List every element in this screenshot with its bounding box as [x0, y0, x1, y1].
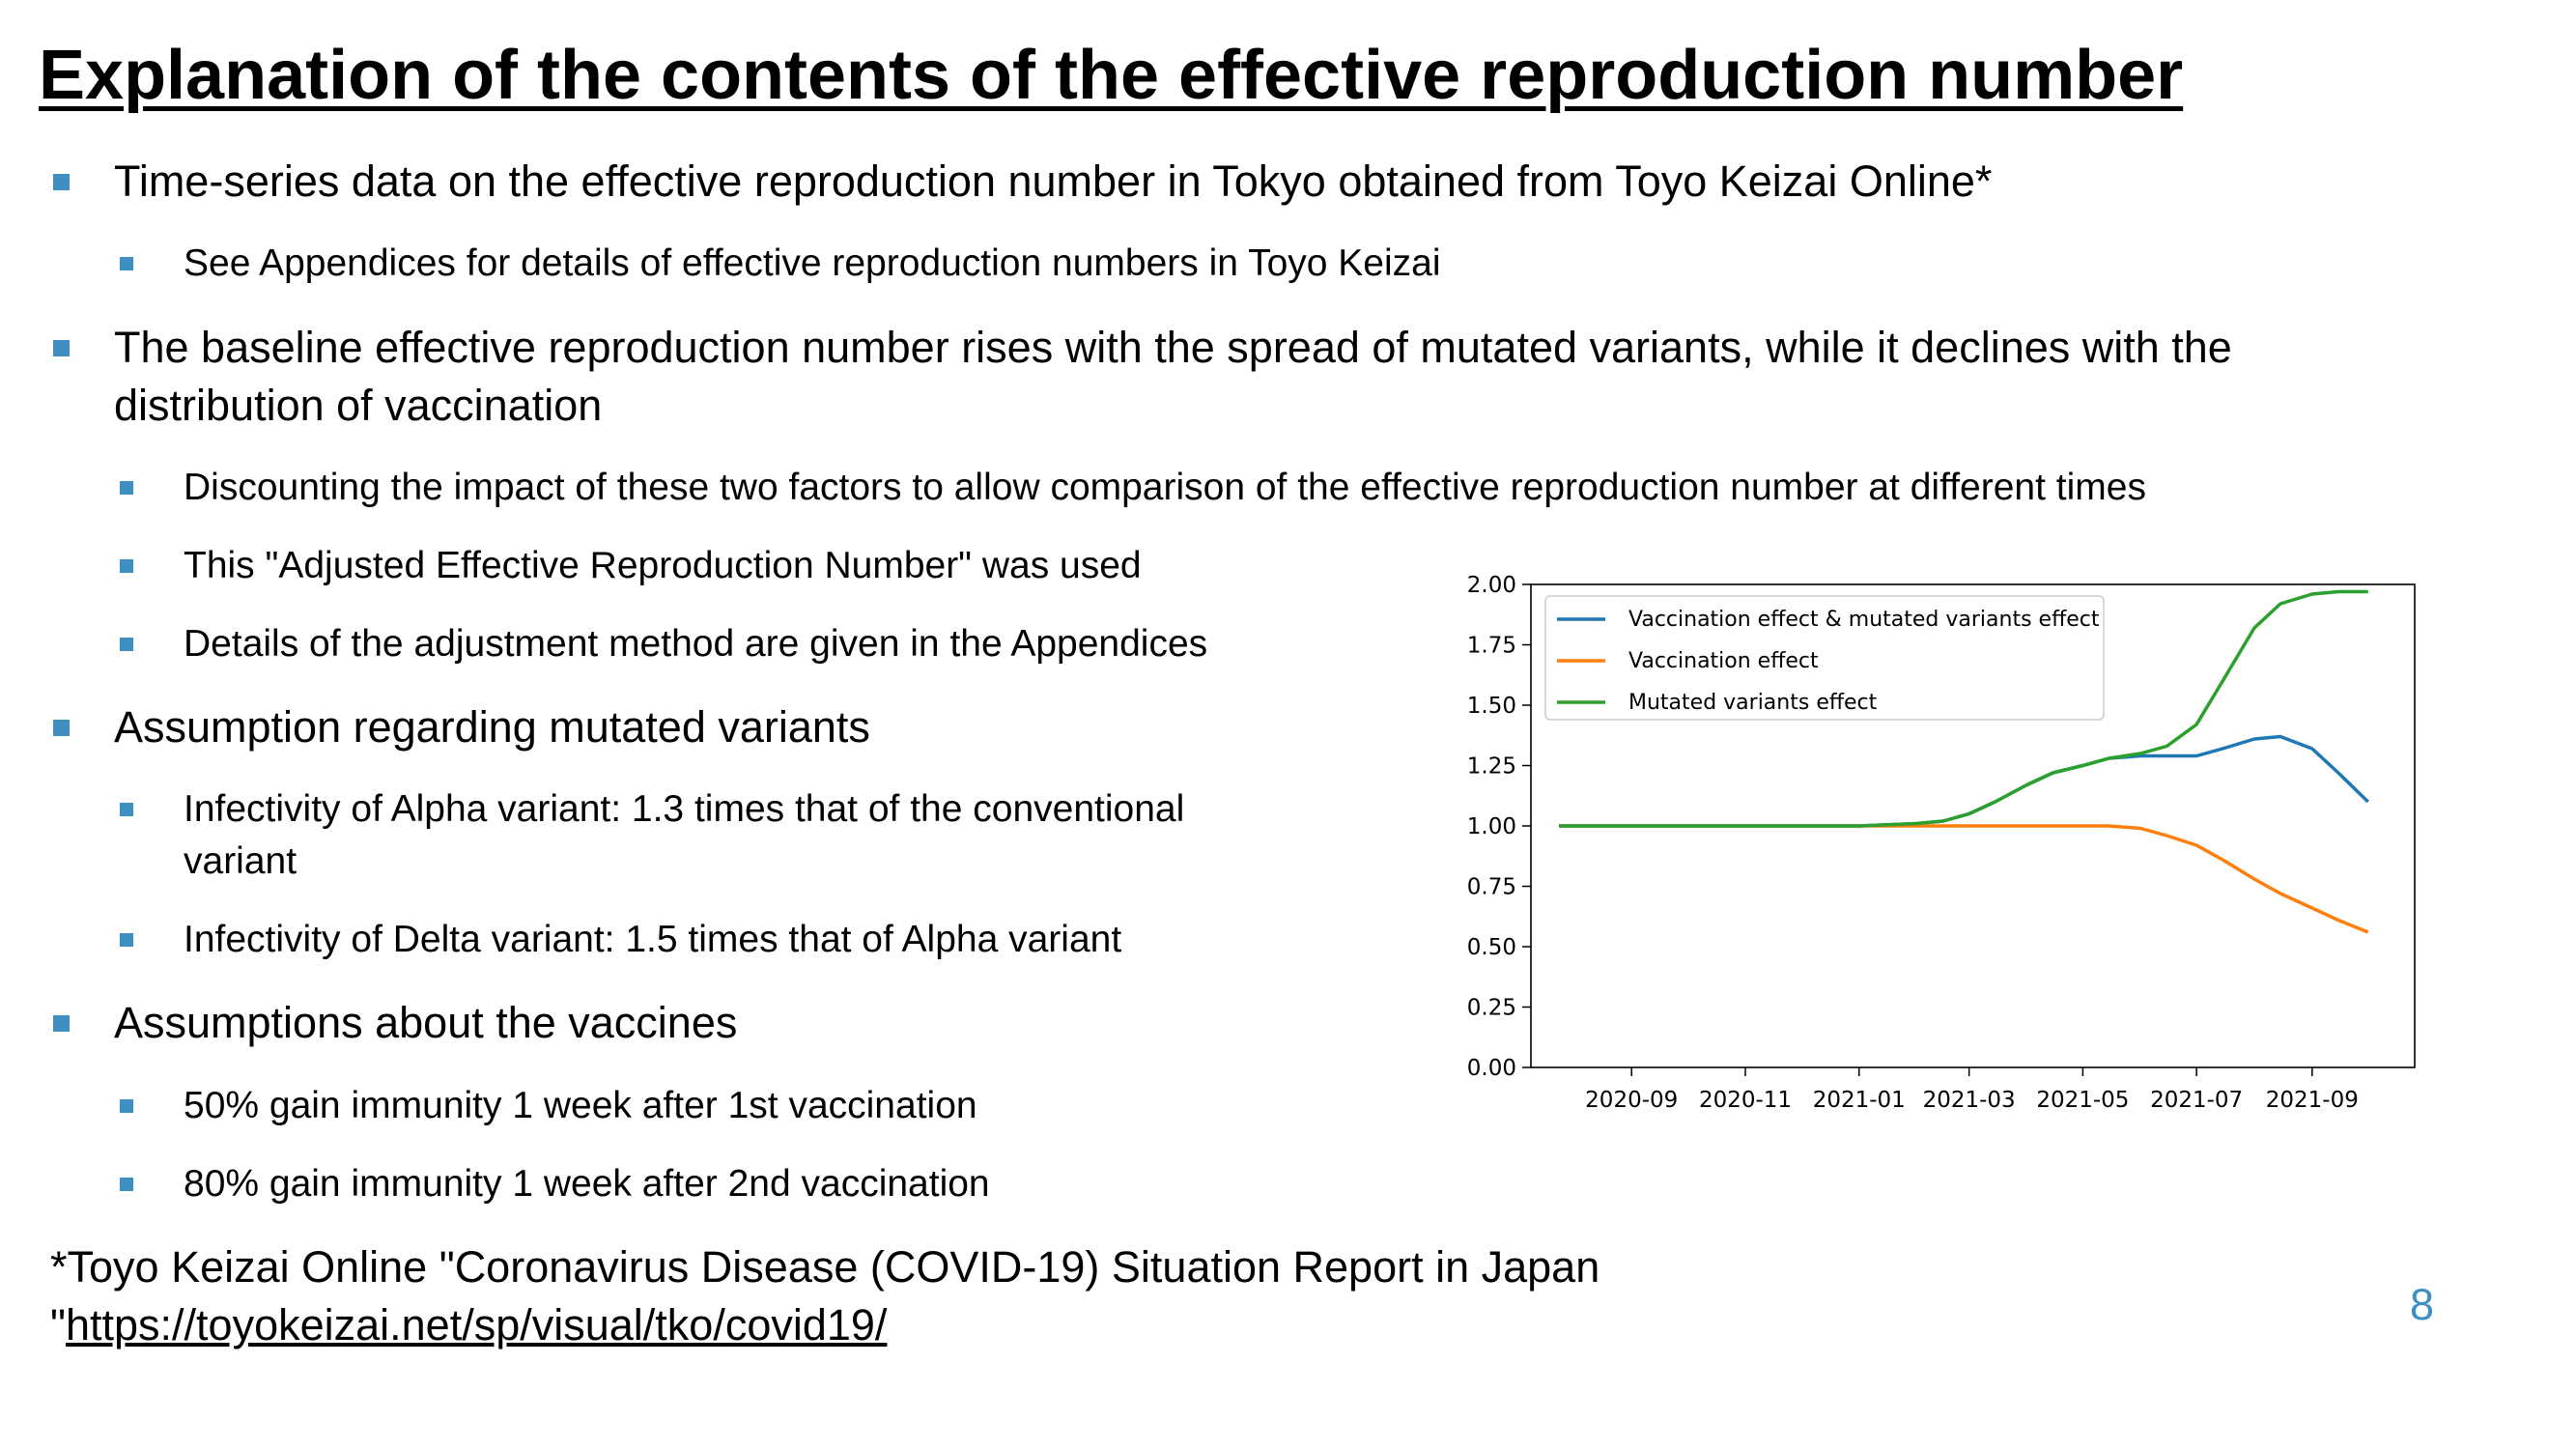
y-tick-label: 2.00 — [1466, 573, 1516, 598]
x-axis — [1585, 1067, 2359, 1113]
footnote-source: *Toyo Keizai Online "Coronavirus Disease (COVID-19) Situation Report in Japan — [50, 1242, 1600, 1292]
x-tick-label: 2021-05 — [2036, 1088, 2130, 1113]
y-tick-label: 0.00 — [1466, 1056, 1516, 1081]
footnote-url-line — [50, 1296, 887, 1354]
sub-bullet-marker-icon — [120, 559, 133, 573]
sub-bullet-marker-icon — [120, 1178, 133, 1191]
x-tick-label: 2021-03 — [1922, 1088, 2016, 1113]
y-tick-label: 1.00 — [1466, 814, 1516, 839]
bullet-mutated-variants: Assumption regarding mutated variants — [114, 702, 870, 752]
sub-bullet-appendices: See Appendices for details of effective reproduction numbers in Toyo Keizai — [184, 242, 1441, 284]
legend-label-3: Mutated variants effect — [1628, 691, 1878, 715]
bullet-marker-icon — [53, 1015, 70, 1032]
page-number: 8 — [2410, 1280, 2435, 1329]
x-tick-label: 2021-09 — [2265, 1088, 2359, 1113]
bullet-baseline-line1: The baseline effective reproduction number rises with the spread of mutated variants, while it declines with the — [114, 323, 2232, 372]
chart-legend — [1545, 596, 2104, 720]
y-tick-label: 0.25 — [1466, 995, 1516, 1021]
sub-bullet-marker-icon — [120, 638, 133, 651]
y-axis — [1467, 573, 1531, 1081]
legend-label-1: Vaccination effect & mutated variants effect — [1628, 608, 2100, 632]
bullet-vaccines: Assumptions about the vaccines — [114, 998, 738, 1047]
sub-bullet-alpha-line2: variant — [184, 840, 297, 882]
y-tick-label: 1.75 — [1466, 633, 1516, 659]
y-tick-label: 0.75 — [1466, 874, 1516, 900]
bullet-marker-icon — [53, 720, 70, 736]
sub-bullet-marker-icon — [120, 481, 133, 495]
slide-title: Explanation of the contents of the effective reproduction number — [39, 37, 2184, 114]
x-tick-label: 2020-09 — [1585, 1088, 1679, 1113]
sub-bullet-adjusted: This "Adjusted Effective Reproduction Number" was used — [184, 545, 1142, 586]
x-tick-label: 2020-11 — [1698, 1088, 1793, 1113]
series-line-1 — [1559, 737, 2368, 827]
sub-bullet-second-dose: 80% gain immunity 1 week after 2nd vaccination — [184, 1163, 990, 1205]
sub-bullet-alpha-line1: Infectivity of Alpha variant: 1.3 times that of the conventional — [184, 788, 1185, 830]
bullet-time-series: Time-series data on the effective reproduction number in Tokyo obtained from Toyo Keizai Online* — [114, 156, 1993, 206]
x-tick-label: 2021-07 — [2150, 1088, 2244, 1113]
bullet-marker-icon — [53, 340, 70, 356]
y-tick-label: 1.25 — [1466, 753, 1516, 780]
series-line-2 — [1559, 826, 2368, 932]
x-tick-label: 2021-01 — [1812, 1088, 1906, 1113]
sub-bullet-marker-icon — [120, 803, 133, 816]
y-tick-label: 1.50 — [1466, 694, 1516, 719]
source-link[interactable]: https://toyokeizai.net/sp/visual/tko/covid19/ — [65, 1300, 888, 1350]
y-tick-label: 0.50 — [1466, 935, 1516, 960]
sub-bullet-first-dose: 50% gain immunity 1 week after 1st vaccination — [184, 1085, 977, 1126]
footnote-quote: " — [50, 1300, 66, 1350]
sub-bullet-delta: Infectivity of Delta variant: 1.5 times that of Alpha variant — [184, 919, 1122, 960]
sub-bullet-marker-icon — [120, 257, 133, 270]
sub-bullet-method: Details of the adjustment method are given in the Appendices — [184, 623, 1208, 665]
sub-bullet-discounting: Discounting the impact of these two factors to allow comparison of the effective reproduction number at different times — [184, 467, 2146, 508]
legend-label-2: Vaccination effect — [1628, 649, 1819, 673]
sub-bullet-marker-icon — [120, 1099, 133, 1113]
sub-bullet-marker-icon — [120, 933, 133, 947]
bullet-marker-icon — [53, 174, 70, 190]
bullet-baseline-line2: distribution of vaccination — [114, 381, 603, 430]
reproduction-number-chart — [1430, 565, 2434, 1125]
